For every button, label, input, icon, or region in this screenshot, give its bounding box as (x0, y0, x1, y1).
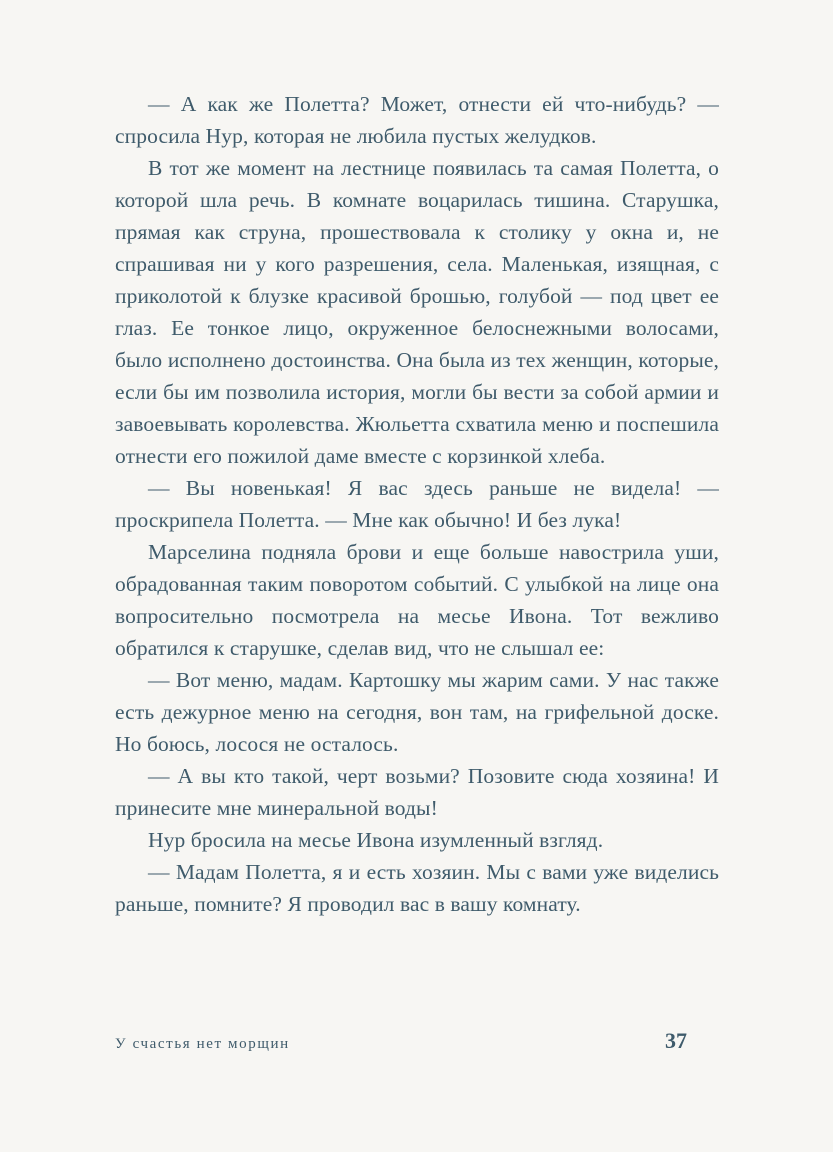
paragraph: — А как же Полетта? Может, отнести ей что-нибудь? — спросила Нур, которая не любила пустых желудков. (115, 92, 719, 148)
footer-page-number: 37 (665, 1028, 687, 1053)
book-page-text-block (115, 88, 719, 920)
paragraph: — Вот меню, мадам. Картошку мы жарим сами. У нас также есть дежурное меню на сегодня, вон там, на грифельной доске. Но боюсь, лосося не осталось. (115, 668, 719, 756)
paragraph: — Вы новенькая! Я вас здесь раньше не видела! — проскрипела Полетта. — Мне как обычно! И без лука! (115, 476, 719, 532)
paragraph: Марселина подняла брови и еще больше навострила уши, обрадованная таким поворотом событий. С улыбкой на лице она вопросительно посмотрела на месье Ивона. Тот вежливо обратился к старушке, сделав вид, что не слышал ее: (115, 540, 719, 660)
paragraph: — А вы кто такой, черт возьми? Позовите сюда хозяина! И принесите мне минеральной воды! (115, 764, 719, 820)
paragraph: Нур бросила на месье Ивона изумленный взгляд. (148, 828, 604, 852)
footer-book-title: У счастья нет морщин (115, 1036, 290, 1052)
paragraph: В тот же момент на лестнице появилась та самая Полетта, о которой шла речь. В комнате воцарилась тишина. Старушка, прямая как струна, прошествовала к столику у окна и, не спрашивая ни у кого разрешения, села. Маленькая, изящная, с приколотой к блузке красивой брошью, голубой — под цвет ее глаз. Ее тонкое лицо, окруженное белоснежными волосами, было исполнено достоинства. Она была из тех женщин, которые, если бы им позволила история, могли бы вести за собой армии и завоевывать королевства. Жюльетта схватила меню и поспешила отнести его пожилой даме вместе с корзинкой хлеба. (115, 156, 719, 468)
page-footer (115, 1028, 719, 1054)
paragraph: — Мадам Полетта, я и есть хозяин. Мы с вами уже виделись раньше, помните? Я проводил вас в вашу комнату. (115, 860, 719, 916)
